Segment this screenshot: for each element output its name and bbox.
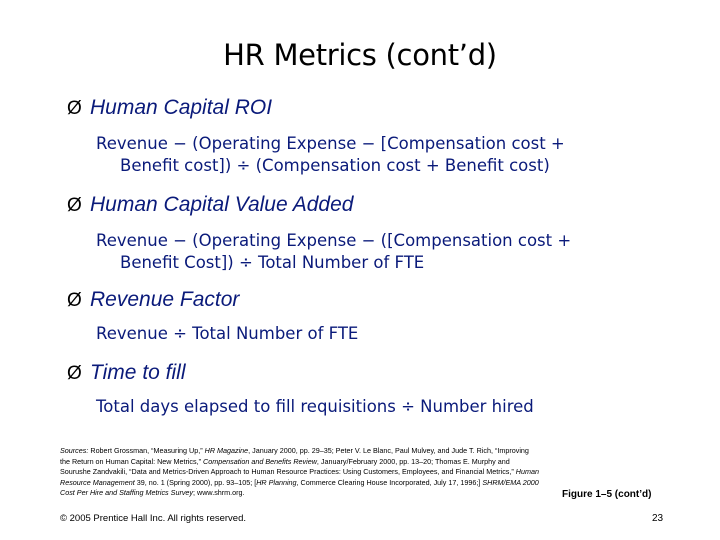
sources-text: , January/February 2000, pp. 13–20; Thomas E. Murphy and Sourushe Zandvakili, “Data and Metrics-Driven Approach to Human Resource Practices: Using Customers, Employees, and Financial Metrics,”	[60, 456, 516, 476]
bullet-revenue-factor	[67, 288, 239, 312]
formula-line: Revenue − (Operating Expense − [Compensation cost +	[96, 134, 565, 153]
formula-line: Benefit Cost]) ÷ Total Number of FTE	[120, 253, 425, 272]
bullet-heading: Human Capital ROI	[90, 96, 273, 119]
bullet-heading: Revenue Factor	[90, 288, 240, 311]
sources-text: , January 2000, pp. 29–35; Peter V. Le Blanc, Paul Mulvey, and Jude T. Rich, “Improving the Return on Human Capital: New Metrics,”	[60, 446, 529, 466]
formula-line: Revenue ÷ Total Number of FTE	[96, 324, 359, 343]
sources-publication: SHRM/EMA 2000 Cost Per Hire and Staffing Metrics Survey	[60, 477, 539, 497]
copyright-notice: © 2005 Prentice Hall Inc. All rights reserved.	[60, 513, 247, 524]
sources-text: Robert Grossman, “Measuring Up,”	[88, 446, 205, 455]
sources-publication: HR Planning	[256, 477, 297, 487]
sources-text: 39, no. 1 (Spring 2000), pp. 93–105; [	[134, 477, 257, 487]
slide-title: HR Metrics (cont’d)	[223, 38, 497, 72]
sources-text: ; www.shrm.org.	[193, 488, 245, 497]
page-number: 23	[652, 513, 664, 524]
sources-text: , Commerce Clearing House Incorporated, July 17, 1996;]	[296, 477, 483, 487]
arrow-bullet-icon: Ø	[67, 98, 82, 119]
sources-citation	[60, 446, 540, 499]
sources-label: Sources:	[60, 446, 89, 455]
formula-time-to-fill	[96, 396, 534, 418]
arrow-bullet-icon: Ø	[67, 363, 82, 384]
formula-line: Benefit cost]) ÷ (Compensation cost + Benefit cost)	[120, 156, 550, 175]
bullet-heading: Time to fill	[90, 361, 186, 384]
formula-revenue-factor	[96, 323, 358, 345]
formula-line: Total days elapsed to fill requisitions ÷ Number hired	[96, 397, 534, 416]
formula-human-capital-value-added	[96, 230, 571, 274]
bullet-human-capital-value-added	[67, 193, 353, 217]
formula-line: Revenue − (Operating Expense − ([Compensation cost +	[96, 231, 572, 250]
sources-publication: Human Resource Management	[60, 467, 539, 487]
figure-label: Figure 1–5 (cont’d)	[562, 489, 652, 500]
sources-publication: Compensation and Benefits Review	[203, 456, 317, 466]
arrow-bullet-icon: Ø	[67, 290, 82, 311]
formula-human-capital-roi	[96, 133, 565, 177]
bullet-time-to-fill	[67, 361, 186, 385]
sources-publication: HR Magazine	[204, 446, 249, 455]
arrow-bullet-icon: Ø	[67, 195, 82, 216]
bullet-human-capital-roi	[67, 96, 272, 120]
bullet-heading: Human Capital Value Added	[90, 193, 354, 216]
